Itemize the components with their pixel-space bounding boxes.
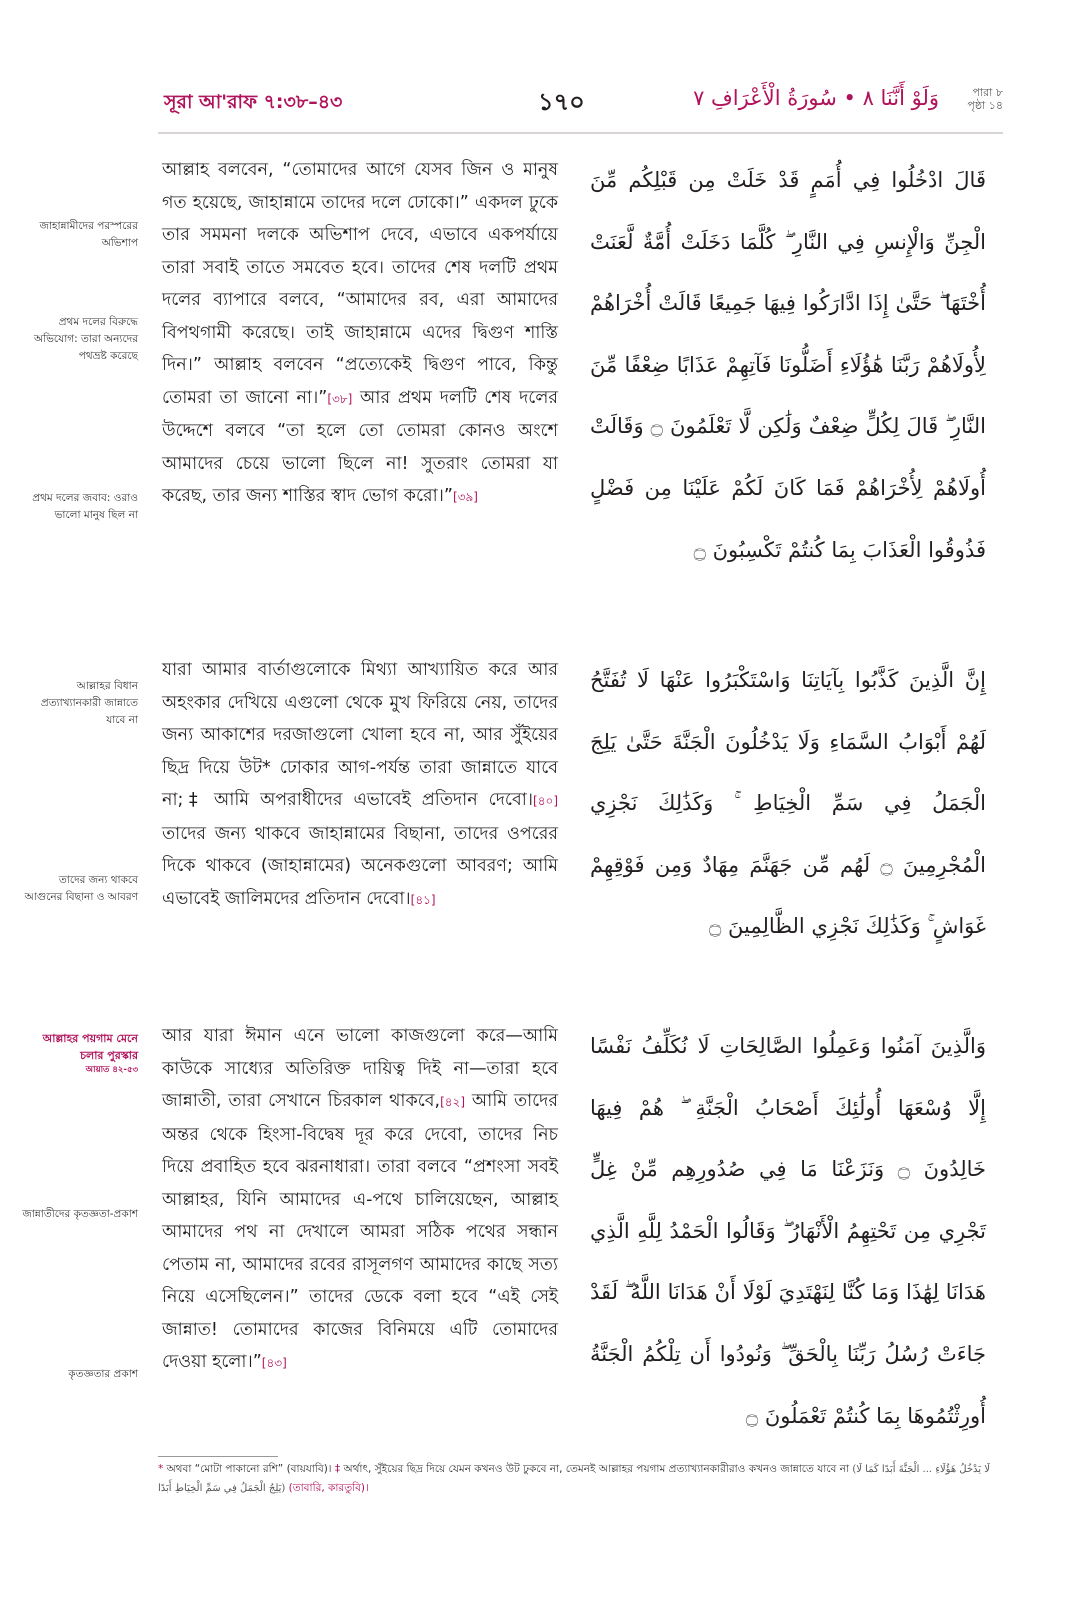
footnote-arabic: (لَا يَدْخُلُ هَؤُلَاءِ ... الْجَنَّةَ أَبَدًا كَمَا لَا يَلِجُ الْجَمَلُ فِي سَمِّ الْخِيَاطِ أَبَدًا) [158, 1464, 990, 1494]
translation-text: আমি তাদের অন্তর থেকে হিংসা-বিদ্বেষ দূর করে দেবো, তাদের নিচ দিয়ে প্রবাহিত হবে ঝরনাধারা। তারা বলবে “প্রশংসা সবই আল্লাহর, যিনি আমাদের এ-পথে চালিয়েছেন, আল্লাহ আমাদের পথ না দেখালে আমরা সঠিক পথের সন্ধান পেতাম না, আমাদের রবের রাসূলগণ আমাদের কাছে সত্য নিয়ে এসেছিলেন।” তাদের ডেকে বলা হবে “এই সেই জান্নাত! তোমাদের কাজের বিনিময়ে এটি তোমাদের দেওয়া হলো।” [162, 1091, 558, 1372]
page-label: পৃষ্ঠা ১৪ [967, 99, 1003, 112]
margin-note: প্রথম দলের বিরুদ্ধে অভিযোগ: তারা অন্যদের পথভ্রষ্ট করেছে [34, 316, 138, 362]
margin-note: জাহান্নামীদের পরস্পরের অভিশাপ [39, 220, 138, 249]
margin-note: জান্নাতীদের কৃতজ্ঞতা-প্রকাশ [22, 1208, 138, 1220]
margin-note: আল্লাহর বিধান প্রত্যাখ্যানকারী জান্নাতে যাবে না [40, 680, 138, 726]
arabic-verses: إِنَّ الَّذِينَ كَذَّبُوا بِآيَاتِنَا وَاسْتَكْبَرُوا عَنْهَا لَا تُفَتَّحُ لَهُمْ أَبْوَابُ السَّمَاءِ وَلَا يَدْخُلُونَ الْجَنَّةَ حَتَّىٰ يَلِجَ الْجَمَلُ فِي سَمِّ الْخِيَاطِ ۚ وَكَذَٰلِكَ نَجْزِي الْمُجْرِمِينَ ۝ لَهُم مِّن جَهَنَّمَ مِهَادٌ وَمِن فَوْقِهِمْ غَوَاشٍ ۚ وَكَذَٰلِكَ نَجْزِي الظَّالِمِينَ ۝ [590, 668, 987, 939]
bangla-translation [162, 154, 558, 514]
footnote [158, 1460, 1003, 1498]
footnote-mark: * [158, 1463, 164, 1475]
verse-marker: [৩৮] [327, 391, 353, 406]
arabic-surah-title: وَلَوْ أَنَّنَا ٨ • سُورَةُ الْأَعْرَافِ ٧ [693, 86, 939, 110]
verse-marker: [৪১] [410, 892, 436, 907]
translation-text: আর প্রথম দলটি শেষ দলের উদ্দেশে বলবে “তা হলে তো তোমরা কোনও অংশে আমাদের চেয়ে ভালো ছিলে না! সুতরাং তোমরা যা করেছ, তার জন্য শাস্তির স্বাদ ভোগ করো।” [162, 387, 558, 506]
verse-marker: [৪০] [533, 794, 558, 808]
bangla-translation [162, 1020, 558, 1380]
footnote-source: (তাবারি, কারতুবি)। [285, 1482, 369, 1494]
translation-text: যারা আমার বার্তাগুলোকে মিথ্যা আখ্যায়িত করে আর অহংকার দেখিয়ে এগুলো থেকে মুখ ফিরিয়ে নেয়, তাদের জন্য আকাশের দরজাগুলো খোলা হবে না, আর সুঁইয়ের ছিদ্র দিয়ে উট* ঢোকার আগ-পর্যন্ত তারা জান্নাতে যাবে না;‡ আমি অপরাধীদের এভাবেই প্রতিদান দেবো। [162, 660, 558, 810]
footnote-mark: ‡ [334, 1463, 341, 1475]
header-divider [158, 132, 1003, 134]
translation-text: তাদের জন্য থাকবে জাহান্নামের বিছানা, তাদের ওপরের দিকে থাকবে (জাহান্নামের) অনেকগুলো আবরণ; আমি এভাবেই জালিমদের প্রতিদান দেবো। [162, 823, 558, 909]
surah-reference: সূরা আ'রাফ ৭:৩৮–৪৩ [164, 91, 343, 113]
verse-range-label: আয়াত ৪২-৫৩ [85, 1065, 138, 1075]
margin-note-heading: আল্লাহর পয়গাম মেনে চলার পুরস্কার [42, 1032, 138, 1062]
verse-marker: [৩৯] [453, 490, 478, 504]
verse-marker: [৪৩] [261, 1356, 287, 1370]
verse-marker: [৪২] [440, 1095, 466, 1109]
arabic-verses: وَالَّذِينَ آمَنُوا وَعَمِلُوا الصَّالِحَاتِ لَا نُكَلِّفُ نَفْسًا إِلَّا وُسْعَهَا أُولَٰئِكَ أَصْحَابُ الْجَنَّةِ ۖ هُمْ فِيهَا خَالِدُونَ ۝ وَنَزَعْنَا مَا فِي صُدُورِهِم مِّنْ غِلٍّ تَجْرِي مِن تَحْتِهِمُ الْأَنْهَارُ ۖ وَقَالُوا الْحَمْدُ لِلَّهِ الَّذِي هَدَانَا لِهَٰذَا وَمَا كُنَّا لِنَهْتَدِيَ لَوْلَا أَنْ هَدَانَا اللَّهُ ۖ لَقَدْ جَاءَتْ رُسُلُ رَبِّنَا بِالْحَقِّ ۖ وَنُودُوا أَن تِلْكُمُ الْجَنَّةُ أُورِثْتُمُوهَا بِمَا كُنتُمْ تَعْمَلُونَ ۝ [590, 1034, 986, 1428]
footnote-text: অর্থাৎ, সুঁইয়ের ছিদ্র দিয়ে যেমন কখনও উট ঢুকবে না, তেমনই আল্লাহর পয়গাম প্রত্যাখ্যানকারীরাও কখনও জান্নাতে যাবে না [340, 1463, 853, 1475]
bangla-translation [162, 654, 558, 916]
para-page-label [967, 86, 1003, 112]
page-header [158, 80, 1003, 130]
para-label: পারা ৮ [972, 86, 1003, 99]
translation-text: আর যারা ঈমান এনে ভালো কাজগুলো করে—আমি কাউকে সাধ্যের অতিরিক্ত দায়িত্ব দিই না—তারা হবে জান্নাতী, তারা সেখানে চিরকাল থাকবে, [162, 1026, 558, 1111]
page-number: ১৭০ [538, 88, 585, 116]
margin-note: তাদের জন্য থাকবে আগুনের বিছানা ও আবরণ [24, 874, 138, 903]
translation-text: আল্লাহ বলবেন, “তোমাদের আগে যেসব জিন ও মানুষ গত হয়েছে, জাহান্নামে তাদের দলে ঢোকো।” একদল ঢুকে তার সমমনা দলকে অভিশাপ দেবে, এভাবে একপর্যায়ে তারা সবাই তাতে সমবেত হবে। তাদের শেষ দলটি প্রথম দলের ব্যাপারে বলবে, “আমাদের রব, এরা আমাদের বিপথগামী করেছে। তাই জাহান্নামে এদের দ্বিগুণ শাস্তি দিন।” আল্লাহ বলবেন “প্রত্যেকেই দ্বিগুণ পাবে, কিন্তু তোমরা তা জানো না।” [162, 160, 558, 408]
margin-note: প্রথম দলের জবাব: ওরাও ভালো মানুষ ছিল না [32, 492, 138, 521]
section-heading-note [20, 1030, 138, 1076]
footnote-text: অথবা “মোটা পাকানো রশি” (বায়যাবি)। [163, 1463, 335, 1475]
arabic-verses: قَالَ ادْخُلُوا فِي أُمَمٍ قَدْ خَلَتْ مِن قَبْلِكُم مِّنَ الْجِنِّ وَالْإِنسِ فِي النَّارِ ۖ كُلَّمَا دَخَلَتْ أُمَّةٌ لَّعَنَتْ أُخْتَهَا ۖ حَتَّىٰ إِذَا ادَّارَكُوا فِيهَا جَمِيعًا قَالَتْ أُخْرَاهُمْ لِأُولَاهُمْ رَبَّنَا هَٰؤُلَاءِ أَضَلُّونَا فَآتِهِمْ عَذَابًا ضِعْفًا مِّنَ النَّارِ ۖ قَالَ لِكُلٍّ ضِعْفٌ وَلَٰكِن لَّا تَعْلَمُونَ ۝ وَقَالَتْ أُولَاهُمْ لِأُخْرَاهُمْ فَمَا كَانَ لَكُمْ عَلَيْنَا مِن فَضْلٍ فَذُوقُوا الْعَذَابَ بِمَا كُنتُمْ تَكْسِبُونَ ۝ [590, 168, 986, 562]
footnote-divider [158, 1456, 278, 1457]
margin-note: কৃতজ্ঞতার প্রকাশ [68, 1368, 138, 1380]
